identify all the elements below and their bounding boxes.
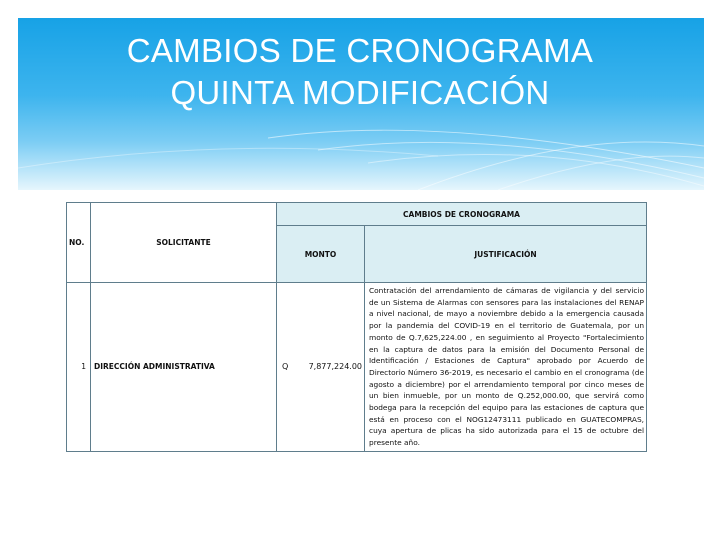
header-monto: MONTO (277, 226, 365, 283)
amount-value: 7,877,224.00 (308, 362, 362, 372)
title-line-1: CAMBIOS DE CRONOGRAMA (126, 32, 594, 69)
header-cambios-de-cronograma: CAMBIOS DE CRONOGRAMA (277, 203, 647, 226)
currency-symbol: Q (282, 362, 289, 372)
title-line-2: QUINTA MODIFICACIÓN (170, 74, 550, 111)
header-justificacion: JUSTIFICACIÓN (365, 226, 647, 283)
row-solicitante: DIRECCIÓN ADMINISTRATIVA (91, 283, 277, 452)
schedule-changes-table (66, 202, 647, 452)
slide-title (0, 30, 720, 114)
row-justificacion: Contratación del arrendamiento de cámaras de vigilancia y del servicio de un Sistema de Alarmas con sensores para las instalaciones del RENAP a nivel nacional, de mayo a noviembre debido a la emergencia causada por la pandemia del COVID-19 en el territorio de Guatemala, por un monto de Q.7,625,224.00 , en seguimiento al Proyecto "Fortalecimiento en la captura de datos para la emisión del Documento Personal de Identificación / Estaciones de Captura" aprobado por Acuerdo de Directorio Número 36-2019, es necesario el cambio en el cronograma (de agosto a diciembre) por el arrendamiento temporal por cinco meses de un bien inmueble, por un monto de Q.252,000.00, que servirá como bodega para la recepción del equipo para las estaciones de captura que está en proceso con el NOG12473111 publicado en GUATECOMPRAS, cuya apertura de plicas ha sido autorizada para el 15 de octubre del presente año. (365, 283, 647, 452)
row-number: 1 (67, 283, 91, 452)
table-row (67, 283, 647, 452)
header-solicitante: SOLICITANTE (91, 203, 277, 283)
header-no: NO. (67, 203, 91, 283)
row-monto (277, 283, 365, 452)
